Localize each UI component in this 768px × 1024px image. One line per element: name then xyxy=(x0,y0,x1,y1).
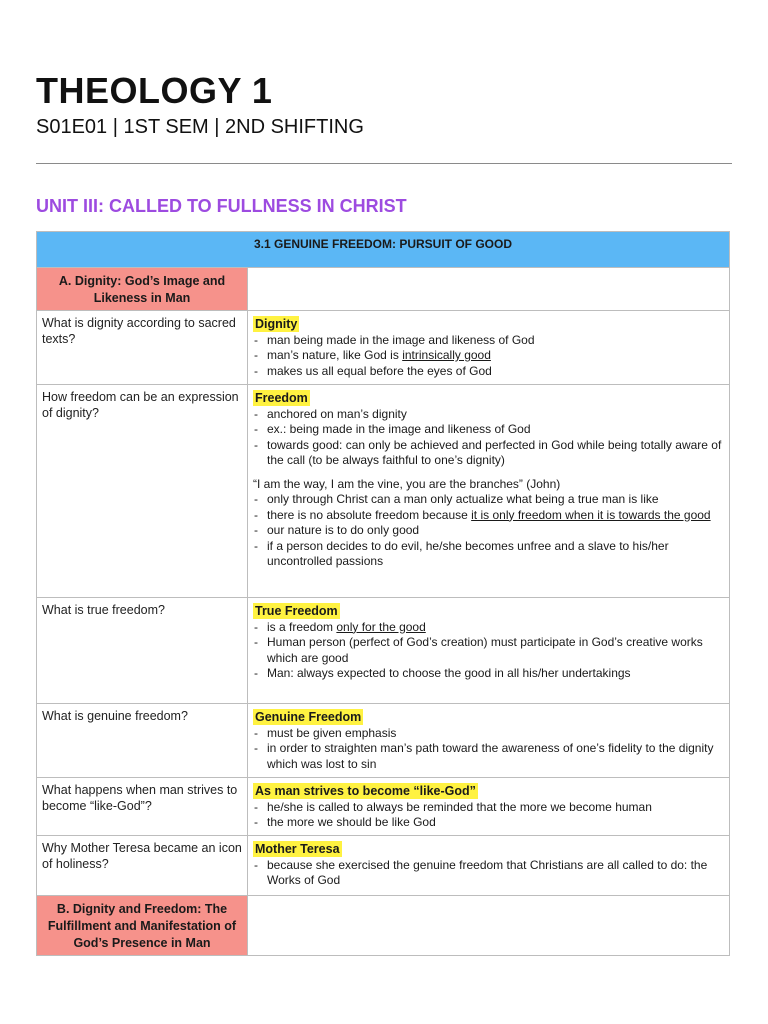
topic-b-empty-cell xyxy=(248,896,730,956)
bullet-text: man’s nature, like God is xyxy=(267,348,403,362)
header-divider xyxy=(36,163,732,164)
question-cell: What is true freedom? xyxy=(37,598,248,704)
answer-cell xyxy=(248,778,730,836)
table-row xyxy=(37,598,730,704)
scripture-quote: “I am the way, I am the vine, you are the branches” (John) xyxy=(253,476,561,491)
bullet-item: - if a person decides to do evil, he/she becomes unfree and a slave to his/her uncontrolled passions xyxy=(253,539,724,570)
bullet-item: - towards good: can only be achieved and perfected in God while being totally aware of the call (to be always faithful to one’s dignity) xyxy=(253,438,724,469)
table-row xyxy=(37,836,730,896)
document-subtitle: S01E01 | 1ST SEM | 2ND SHIFTING xyxy=(36,116,364,138)
bullet-item: - he/she is called to always be reminded that the more we become human xyxy=(253,800,724,816)
bullet-list xyxy=(253,726,724,773)
question-cell: What happens when man strives to become “like-God”? xyxy=(37,778,248,836)
bullet-item xyxy=(253,508,724,524)
bullet-item: - man being made in the image and likeness of God xyxy=(253,333,724,349)
term-highlight: Genuine Freedom xyxy=(255,710,362,724)
bullet-item: - because she exercised the genuine freedom that Christians are all called to do: the Works of God xyxy=(253,858,724,889)
topic-a-empty-cell xyxy=(248,268,730,311)
answer-cell xyxy=(248,836,730,896)
section-header: 3.1 GENUINE FREEDOM: PURSUIT OF GOOD xyxy=(37,232,730,268)
bullet-item: - anchored on man’s dignity xyxy=(253,407,724,423)
question-cell: What is dignity according to sacred texts? xyxy=(37,311,248,385)
unit-heading: UNIT III: CALLED TO FULLNESS IN CHRIST xyxy=(36,196,407,216)
bullet-list xyxy=(253,492,724,570)
answer-cell xyxy=(248,311,730,385)
bullet-list xyxy=(253,333,724,380)
term-highlight: As man strives to become “like-God” xyxy=(255,784,476,798)
bullet-item xyxy=(253,348,724,364)
answer-cell xyxy=(248,598,730,704)
term-highlight: True Freedom xyxy=(255,604,338,618)
table-row xyxy=(37,311,730,385)
bullet-list xyxy=(253,620,724,682)
notes-table xyxy=(36,231,730,956)
bullet-item: - our nature is to do only good xyxy=(253,523,724,539)
section-header-row xyxy=(37,232,730,268)
term-highlight: Mother Teresa xyxy=(255,842,340,856)
underlined-phrase: only for the good xyxy=(336,619,426,634)
bullet-item: - must be given emphasis xyxy=(253,726,724,742)
question-cell: How freedom can be an expression of dignity? xyxy=(37,385,248,598)
bullet-item: - in order to straighten man’s path toward the awareness of one’s fidelity to the dignity which was lost to sin xyxy=(253,741,724,772)
bullet-text: is a freedom xyxy=(267,619,337,634)
bullet-item: - makes us all equal before the eyes of God xyxy=(253,364,724,380)
term-highlight: Dignity xyxy=(255,317,298,331)
table-row xyxy=(37,704,730,778)
question-cell: Why Mother Teresa became an icon of holiness? xyxy=(37,836,248,896)
bullet-item: - the more we should be like God xyxy=(253,815,724,831)
table-row xyxy=(37,385,730,598)
question-cell: What is genuine freedom? xyxy=(37,704,248,778)
bullet-list xyxy=(253,407,724,469)
term-highlight: Freedom xyxy=(255,391,308,405)
topic-a-cell: A. Dignity: God’s Image and Likeness in Man xyxy=(37,268,248,311)
topic-row-a xyxy=(37,268,730,311)
bullet-list xyxy=(253,800,724,831)
table-row xyxy=(37,778,730,836)
bullet-item: - Man: always expected to choose the good in all his/her undertakings xyxy=(253,666,724,682)
bullet-text: there is no absolute freedom because xyxy=(267,507,472,522)
underlined-phrase: it is only freedom when it is towards the good xyxy=(471,507,711,522)
answer-cell xyxy=(248,385,730,598)
document-title: THEOLOGY 1 xyxy=(36,70,273,111)
topic-b-cell: B. Dignity and Freedom: The Fulfillment and Manifestation of God’s Presence in Man xyxy=(37,896,248,956)
bullet-list xyxy=(253,858,724,889)
answer-cell xyxy=(248,704,730,778)
underlined-phrase: intrinsically good xyxy=(402,348,491,362)
bullet-item: - ex.: being made in the image and likeness of God xyxy=(253,422,724,438)
topic-row-b xyxy=(37,896,730,956)
bullet-item: - Human person (perfect of God’s creation) must participate in God’s creative works which are good xyxy=(253,635,724,666)
bullet-item xyxy=(253,620,724,636)
bullet-item: - only through Christ can a man only actualize what being a true man is like xyxy=(253,492,724,508)
